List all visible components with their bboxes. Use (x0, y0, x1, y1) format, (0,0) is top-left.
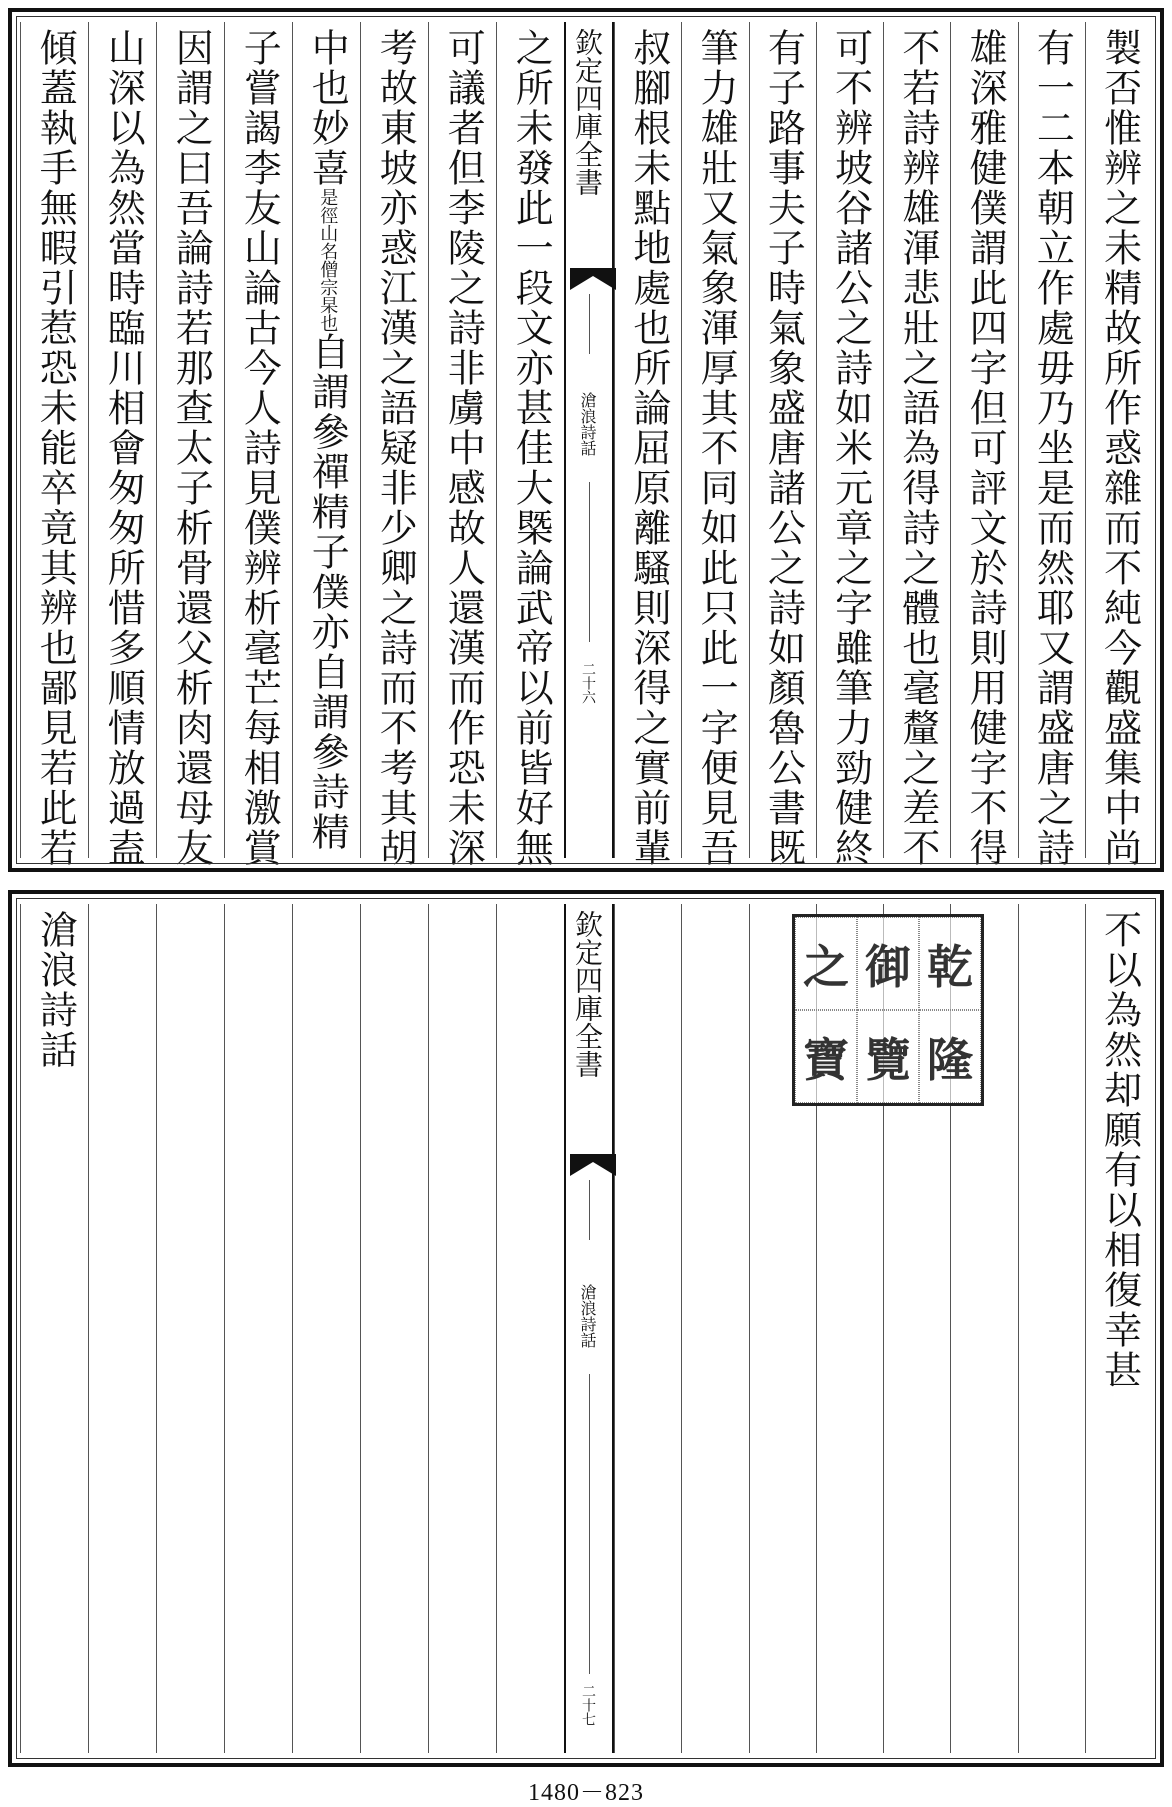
text-column (614, 22, 681, 868)
text-column (681, 22, 748, 868)
interlinear-note: 是徑山名僧宗杲也 (317, 188, 339, 332)
top-gutter-line-2 (589, 482, 590, 642)
seal-char: 乾 (919, 917, 981, 1010)
top-gutter-page-number: 二十六 (580, 662, 596, 704)
text-column (1018, 22, 1085, 868)
column-text-main: 中也妙喜 (305, 28, 350, 188)
column-text: 可不辨坡谷諸公之詩如米元章之字雖筆力勁健終 (828, 28, 873, 868)
top-gutter-title: 欽定四庫全書 (571, 28, 604, 196)
column-text: 山深以為然當時臨川相會匆匆所惜多順情放過盍 (101, 28, 146, 868)
text-column (20, 22, 88, 868)
imperial-seal (792, 914, 984, 1106)
text-column (224, 904, 292, 1753)
column-text: 子嘗謁李友山論古今人詩見僕辨析毫芒每相激賞 (237, 28, 282, 868)
text-column (749, 22, 816, 868)
text-column (496, 904, 564, 1753)
bottom-gutter-line-1 (589, 1180, 590, 1240)
text-column (88, 904, 156, 1753)
text-column (950, 22, 1017, 868)
column-text: 製否惟辨之未精故所作惑雜而不純今觀盛集中尚 (1097, 28, 1142, 868)
text-column (614, 904, 681, 1753)
fishtail-mark-icon (570, 1154, 616, 1176)
seal-char: 御 (857, 917, 919, 1010)
bottom-gutter (564, 904, 614, 1753)
seal-char: 隆 (919, 1010, 981, 1103)
column-text: 有子路事夫子時氣象盛唐諸公之詩如顏魯公書既 (761, 28, 806, 868)
bottom-gutter-subtitle: 滄浪詩話 (578, 1284, 597, 1348)
text-column (496, 22, 564, 868)
column-text: 考故東坡亦惑江漢之語疑非少卿之詩而不考其胡 (373, 28, 418, 868)
text-column (292, 904, 360, 1753)
top-gutter-line-1 (589, 294, 590, 354)
text-column (883, 22, 950, 868)
column-text: 因謂之曰吾論詩若那查太子析骨還父析肉還母友 (169, 28, 214, 868)
column-text: 有一二本朝立作處毋乃坐是而然耶又謂盛唐之詩 (1030, 28, 1075, 868)
text-column (360, 22, 428, 868)
text-column (20, 904, 88, 1753)
text-column (360, 904, 428, 1753)
column-text: 不若詩辨雄渾悲壯之語為得詩之體也毫釐之差不 (895, 28, 940, 868)
top-page (8, 8, 1164, 872)
text-column (1085, 22, 1152, 868)
bottom-gutter-line-2 (589, 1374, 590, 1674)
text-column (816, 22, 883, 868)
column-text: 傾蓋執手無暇引惹恐未能卒竟其辨也鄙見若此若 (33, 28, 78, 868)
column-text: 之所未發此一段文亦甚佳大槩論武帝以前皆好無 (509, 28, 554, 868)
text-column (156, 22, 224, 868)
text-column (156, 904, 224, 1753)
text-column (292, 22, 360, 858)
column-text-continued: 自謂參禪精子僕亦自謂參詩精 (305, 332, 350, 852)
seal-char: 寶 (795, 1010, 857, 1103)
bottom-page (8, 890, 1164, 1767)
text-column (1085, 904, 1152, 1753)
text-column (88, 22, 156, 868)
text-column (428, 904, 496, 1753)
column-text: 不以為然却願有以相復幸甚 (1097, 910, 1142, 1390)
column-text: 雄深雅健僕謂此四字但可評文於詩則用健字不得 (963, 28, 1008, 868)
column-text: 滄浪詩話 (33, 910, 78, 1070)
top-gutter-subtitle: 滄浪詩話 (578, 392, 597, 456)
column-text: 叔腳根未點地處也所論屈原離騷則深得之實前輩 (626, 28, 671, 868)
seal-char: 之 (795, 917, 857, 1010)
seal-char: 覽 (857, 1010, 919, 1103)
bottom-gutter-title: 欽定四庫全書 (571, 910, 604, 1078)
text-column (1018, 904, 1085, 1753)
column-text (304, 22, 350, 858)
fishtail-mark-icon (570, 268, 616, 290)
text-column (224, 22, 292, 868)
column-text: 筆力雄壯又氣象渾厚其不同如此只此一字便見吾 (694, 28, 739, 868)
bottom-gutter-page-number: 二十七 (580, 1684, 596, 1726)
top-gutter (564, 22, 614, 858)
column-text: 可議者但李陵之詩非虜中感故人還漢而作恐未深 (441, 28, 486, 868)
page-footer-number: 1480－823 (528, 1780, 644, 1806)
text-column (681, 904, 748, 1753)
text-column (428, 22, 496, 868)
